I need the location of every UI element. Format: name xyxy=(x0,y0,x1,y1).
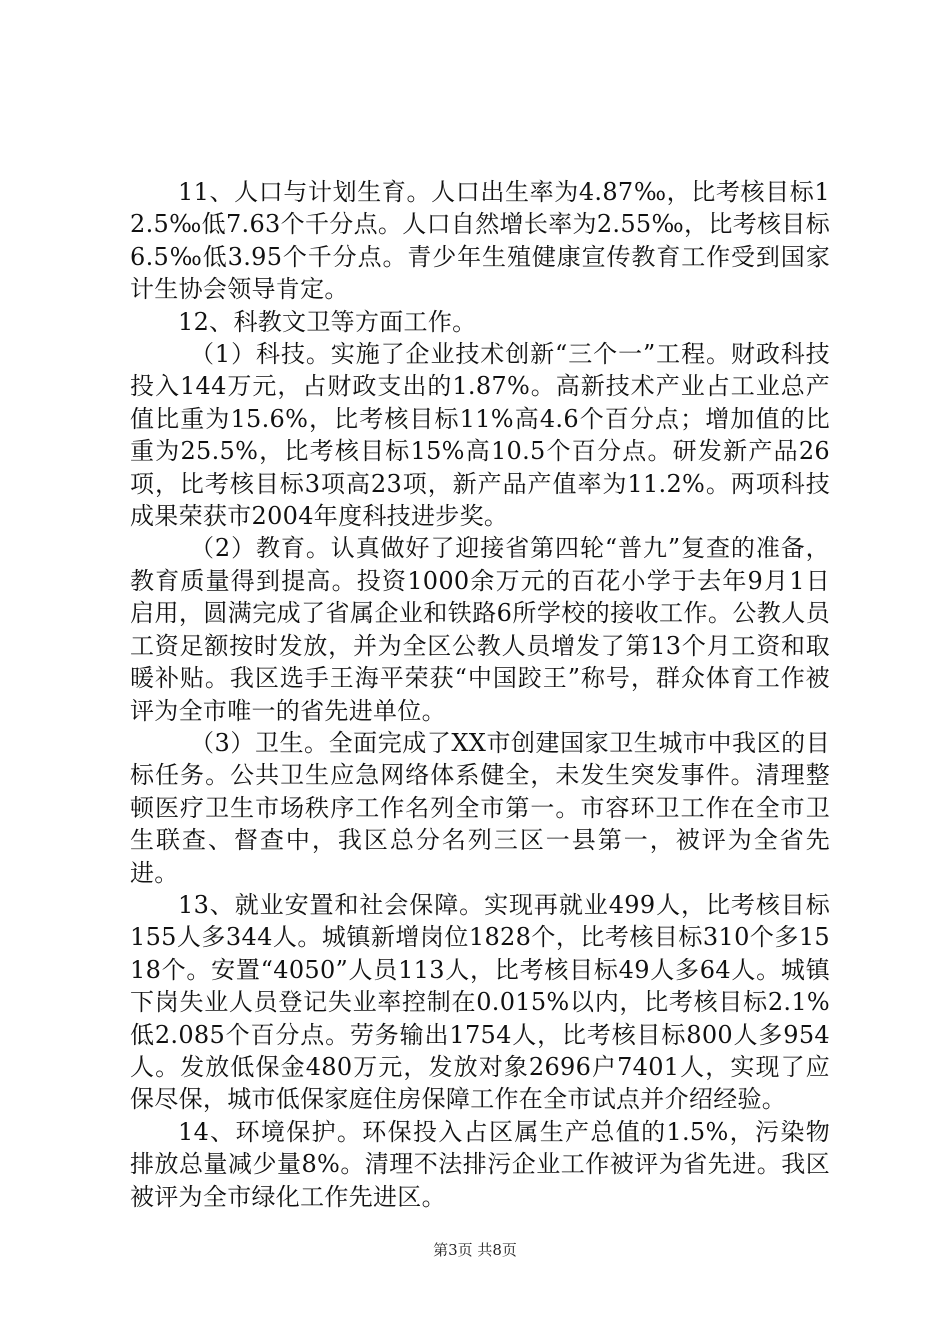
paragraph-employment: 13、就业安置和社会保障。实现再就业499人，比考核目标155人多344人。城镇新增岗位1828个，比考核目标310个多1518个。安置“4050”人员113人，比考核目标49人多64人。城镇下岗失业人员登记失业率控制在0.015%以内，比考核目标2.1%低2.085个百分点。劳务输出1754人，比考核目标800人多954人。发放低保金480万元，发放对象2696户7401人，实现了应保尽保，城市低保家庭住房保障工作在全市试点并介绍经验。 xyxy=(130,890,830,1114)
paragraph-technology: （1）科技。实施了企业技术创新“三个一”工程。财政科技投入144万元，占财政支出的1.87%。高新技术产业占工业总产值比重为15.6%，比考核目标11%高4.6个百分点；增加值的比重为25.5%，比考核目标15%高10.5个百分点。研发新产品26项，比考核目标3项高23项，新产品产值率为11.2%。两项科技成果荣获市2004年度科技进步奖。 xyxy=(130,340,830,531)
paragraph-health: （3）卫生。全面完成了XX市创建国家卫生城市中我区的目标任务。公共卫生应急网络体系健全，未发生突发事件。清理整顿医疗卫生市场秩序工作名列全市第一。市容环卫工作在全市卫生联查、督查中，我区总分名列三区一县第一，被评为全省先进。 xyxy=(130,728,830,887)
document-body xyxy=(130,176,830,1213)
paragraph-education: （2）教育。认真做好了迎接省第四轮“普九”复查的准备，教育质量得到提高。投资1000余万元的百花小学于去年9月1日启用，圆满完成了省属企业和铁路6所学校的接收工作。公教人员工资足额按时发放，并为全区公教人员增发了第13个月工资和取暖补贴。我区选手王海平荣获“中国跤王”称号，群众体育工作被评为全市唯一的省先进单位。 xyxy=(130,534,830,725)
paragraph-environment: 14、环境保护。环保投入占区属生产总值的1.5%，污染物排放总量减少量8%。清理不法排污企业工作被评为省先进。我区被评为全市绿化工作先进区。 xyxy=(130,1117,830,1211)
page-number-footer: 第3页 共8页 xyxy=(433,1241,517,1259)
paragraph-science-education-heading: 12、科教文卫等方面工作。 xyxy=(178,307,477,336)
paragraph-population: 11、人口与计划生育。人口出生率为4.87‰，比考核目标12.5‰低7.63个千分点。人口自然增长率为2.55‰，比考核目标6.5‰低3.95个千分点。青少年生殖健康宣传教育工作受到国家计生协会领导肯定。 xyxy=(130,178,830,304)
